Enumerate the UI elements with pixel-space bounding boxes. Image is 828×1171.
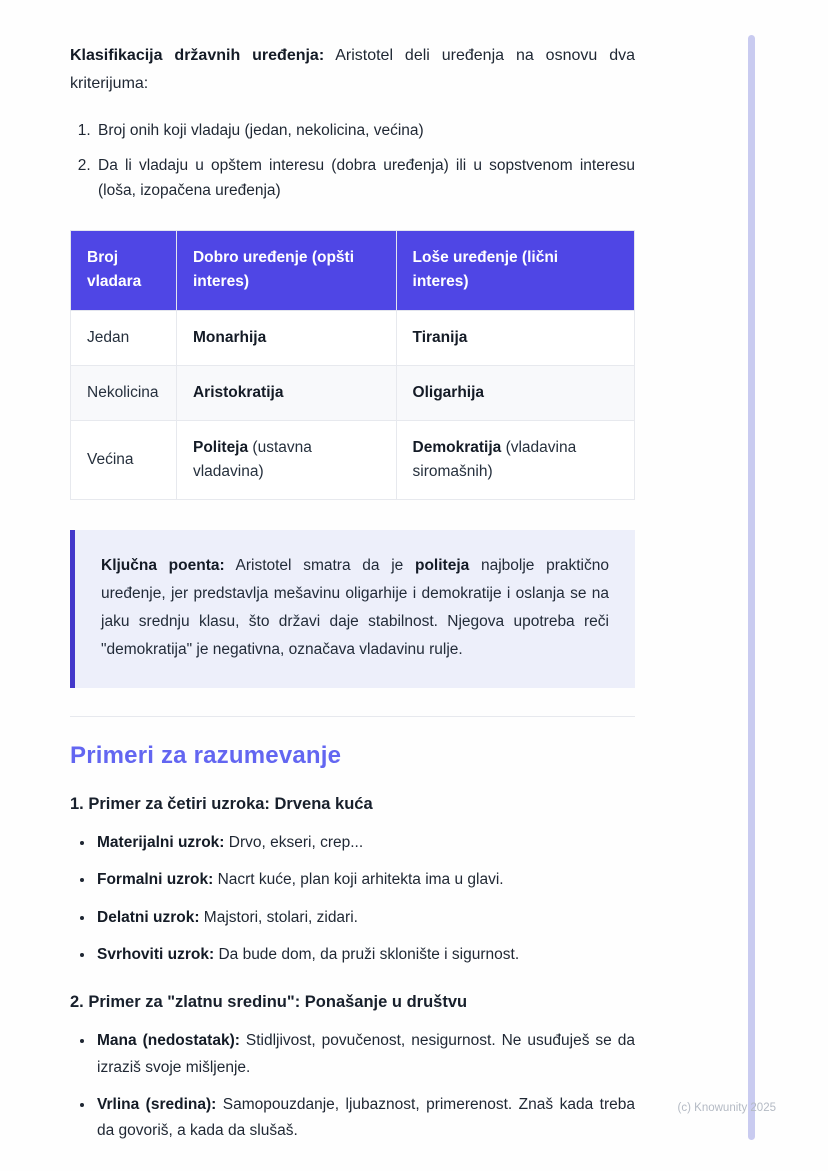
callout-text [101, 552, 609, 664]
term: Svrhoviti uzrok: [97, 945, 215, 963]
table-row [71, 421, 635, 500]
table-header-cell: Broj vladara [71, 230, 177, 311]
table-cell-ruler: Nekolicina [71, 366, 177, 421]
callout-bold-word: politeja [414, 557, 470, 575]
callout-text-1: Aristotel smatra da je [224, 557, 415, 575]
subsection-title-2: 2. Primer za "zlatnu sredinu": Ponašanje u društvu [70, 993, 468, 1012]
table-header-cell: Dobro uređenje (opšti interes) [176, 230, 396, 311]
table-cell-good [176, 421, 396, 500]
regime-name: Politeja [192, 439, 249, 457]
criteria-list [70, 118, 635, 204]
regime-name: Oligarhija [412, 384, 485, 402]
callout-text-2: najbolje praktično uređenje, jer predstavlja mešavinu oligarhije i demokratije i oslanja se na jaku srednju klasu, što državi daje stabilnost. Njegova upotreba reči "demokratija" je negativna, označava vladavinu rulje. [101, 557, 609, 659]
term: Materijalni uzrok: [97, 833, 225, 851]
list-item [95, 118, 635, 144]
regime-note: (ustavna vladavina) [192, 439, 312, 481]
definition: Da bude dom, da pruži sklonište i sigurnost. [214, 945, 520, 963]
subsection-title-1: 1. Primer za četiri uzroka: Drvena kuća [70, 794, 373, 813]
table-cell-bad [396, 366, 634, 421]
table-cell-good [176, 311, 396, 366]
list-item-text: Broj onih koji vladaju (jedan, nekolicina, većina) [98, 122, 424, 139]
definition: Drvo, ekseri, crep... [224, 833, 364, 851]
section-divider [70, 716, 635, 717]
section-title: Primeri za razumevanje [70, 741, 342, 769]
list-item [95, 867, 635, 893]
intro-text: Aristotel deli uređenja na osnovu dva kriterijuma: [70, 47, 635, 92]
four-causes-list [70, 830, 635, 968]
regimes-table [70, 230, 635, 501]
document-content [70, 42, 635, 1156]
list-item [95, 1092, 635, 1145]
definition: Majstori, stolari, zidari. [199, 908, 358, 926]
list-item [95, 153, 635, 204]
list-item-text: Da li vladaju u opštem interesu (dobra uređenja) ili u sopstvenom interesu (loša, izopačena uređenja) [98, 156, 635, 200]
intro-paragraph [70, 42, 635, 98]
list-item [95, 905, 635, 931]
key-point-callout [70, 530, 635, 688]
regime-name: Aristokratija [192, 384, 284, 402]
term: Vrlina (sredina): [97, 1095, 217, 1113]
golden-mean-list [70, 1028, 635, 1144]
term: Mana (nedostatak): [97, 1032, 240, 1050]
callout-label: Ključna poenta: [101, 557, 225, 575]
regime-name: Monarhija [192, 329, 267, 347]
table-header-row [71, 230, 635, 311]
table-cell-ruler: Jedan [71, 311, 177, 366]
table-cell-ruler: Većina [71, 421, 177, 500]
definition: Nacrt kuće, plan koji arhitekta ima u glavi. [213, 871, 504, 889]
table-cell-bad [396, 421, 634, 500]
copyright-footer: (c) Knowunity 2025 [677, 1102, 776, 1114]
list-item [95, 1028, 635, 1081]
table-row [71, 366, 635, 421]
list-item [95, 830, 635, 856]
table-row [71, 311, 635, 366]
intro-bold-label: Klasifikacija državnih uređenja: [70, 47, 325, 64]
definition: Stidljivost, povučenost, nesigurnost. Ne usuđuješ se da izraziš svoje mišljenje. [97, 1032, 635, 1076]
scrollbar-thumb[interactable] [748, 35, 755, 1140]
list-item [95, 942, 635, 968]
term: Formalni uzrok: [97, 871, 214, 889]
definition: Samopouzdanje, ljubaznost, primerenost. Znaš kada treba da govoriš, a kada da slušaš. [97, 1095, 635, 1140]
table-cell-bad [396, 311, 634, 366]
table-header-cell: Loše uređenje (lični interes) [396, 230, 634, 311]
table-cell-good [176, 366, 396, 421]
term: Delatni uzrok: [97, 908, 200, 926]
regime-note: (vladavina siromašnih) [412, 439, 577, 481]
regime-name: Demokratija [412, 439, 502, 457]
regime-name: Tiranija [412, 329, 468, 347]
